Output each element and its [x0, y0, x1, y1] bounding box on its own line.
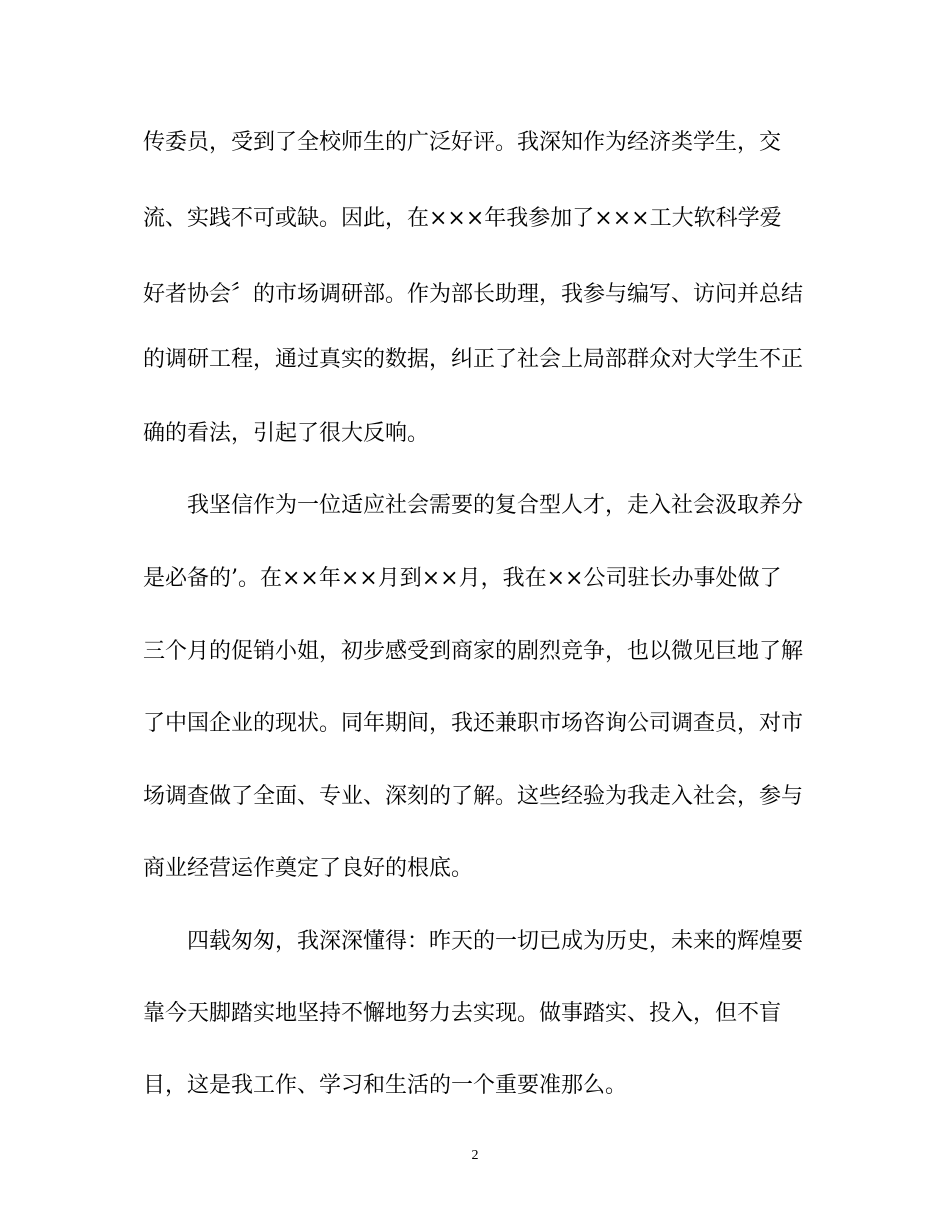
body-text-line: 确的看法，引起了很大反响。	[143, 421, 430, 446]
body-text-line: 是必备的’。在××年××月到××月，我在××公司驻长办事处做了	[143, 566, 782, 591]
body-text-line: 商业经营运作奠定了良好的根底。	[143, 856, 474, 881]
body-text-line: 好者协会〞的市场调研部。作为部长助理，我参与编写、访问并总结	[143, 282, 804, 307]
paragraph-first-line: 我坚信作为一位适应社会需要的复合型人才，走入社会汲取养分	[187, 493, 804, 518]
body-text-line: 传委员，受到了全校师生的广泛好评。我深知作为经济类学生，交	[143, 130, 782, 155]
paragraph-first-line: 四载匆匆，我深深懂得：昨天的一切已成为历史，未来的辉煌要	[187, 929, 804, 954]
body-text-line: 了中国企业的现状。同年期间，我还兼职市场咨询公司调查员，对市	[143, 711, 804, 736]
body-text-line: 靠今天脚踏实地坚持不懈地努力去实现。做事踏实、投入，但不盲	[143, 1001, 782, 1026]
body-text-line: 流、实践不可或缺。因此，在×××年我参加了×××工大软科学爱	[143, 206, 782, 231]
body-text-line: 场调查做了全面、专业、深刻的了解。这些经验为我走入社会，参与	[143, 784, 804, 809]
body-text-line: 三个月的促销小姐，初步感受到商家的剧烈竞争，也以微见巨地了解	[143, 639, 804, 664]
body-text-line: 目，这是我工作、学习和生活的一个重要准那么。	[143, 1073, 628, 1098]
body-text-line: 的调研工程，通过真实的数据，纠正了社会上局部群众对大学生不正	[143, 347, 804, 372]
page-number: 2	[471, 1148, 479, 1163]
